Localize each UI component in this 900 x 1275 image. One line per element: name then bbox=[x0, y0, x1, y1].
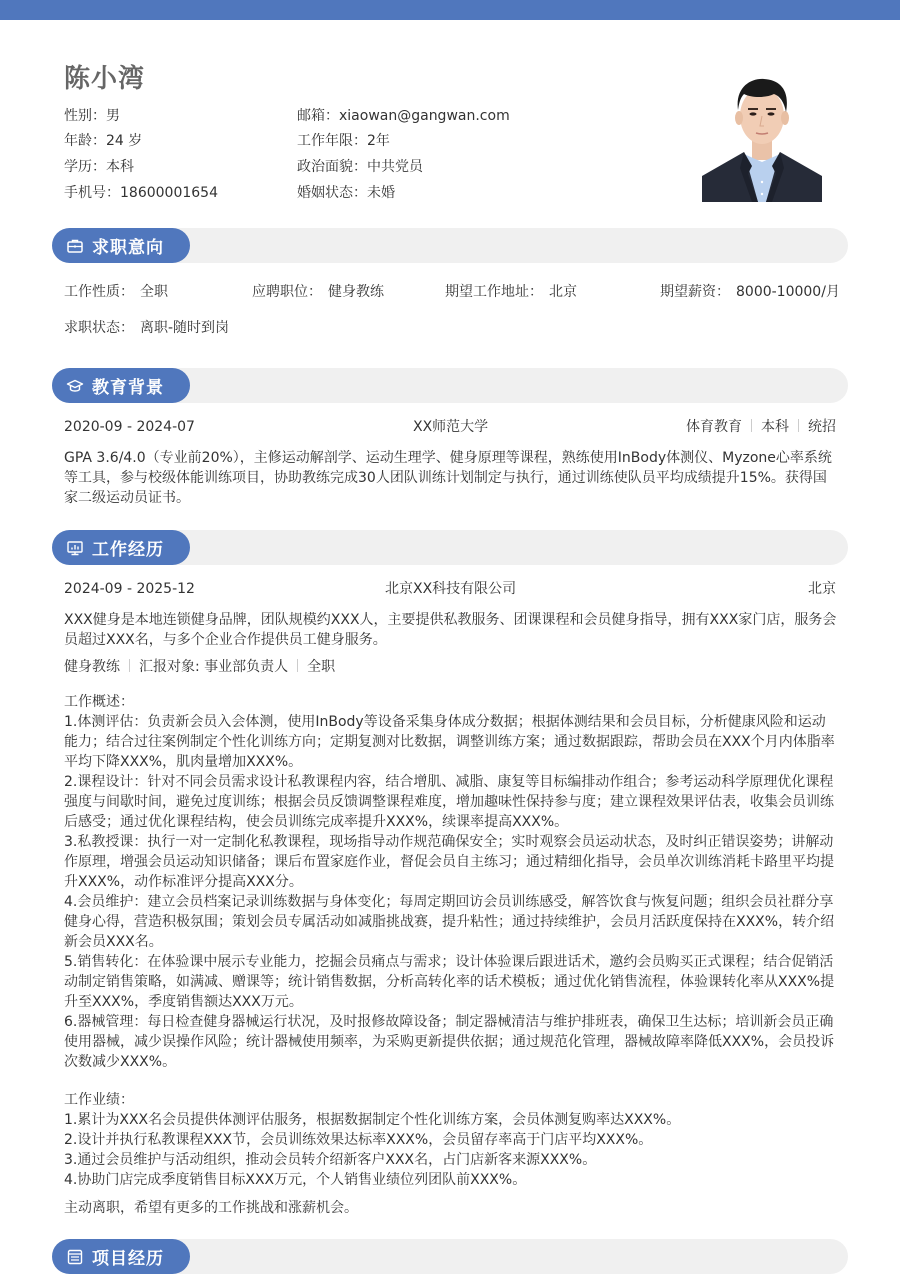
section-header-education bbox=[52, 368, 848, 403]
briefcase-icon bbox=[66, 237, 84, 255]
degree-tag: 本科 bbox=[761, 419, 789, 435]
section-pill bbox=[52, 1239, 190, 1274]
phone-field: 手机号：18600001654 bbox=[64, 185, 218, 201]
graduation-cap-icon bbox=[66, 377, 84, 395]
section-pill bbox=[52, 228, 190, 263]
job-type-field: 工作性质： 全职 bbox=[64, 284, 168, 300]
work-location: 北京 bbox=[808, 581, 836, 597]
email-field: 邮箱：xiaowan@gangwan.com bbox=[297, 108, 510, 124]
school-name: XX师范大学 bbox=[413, 419, 489, 435]
tag-divider bbox=[297, 659, 298, 672]
section-title: 求职意向 bbox=[92, 238, 164, 258]
enrollment-tag: 统招 bbox=[808, 419, 836, 435]
section-title: 项目经历 bbox=[92, 1249, 164, 1269]
tag-divider bbox=[751, 419, 752, 432]
section-title: 教育背景 bbox=[92, 378, 164, 398]
education-level-field: 学历：本科 bbox=[64, 159, 134, 175]
position-field: 应聘职位： 健身教练 bbox=[252, 284, 384, 300]
major-tag: 体育教育 bbox=[686, 419, 742, 435]
education-tags bbox=[686, 418, 836, 436]
overview-title: 工作概述： bbox=[64, 694, 134, 710]
work-overview: 工作概述： 1.体测评估：负责新会员入会体测，使用InBody等设备采集身体成分数据；根据体测结果和会员目标，分析健康风险和运动 能力；结合过往案例制定个性化训练方向；定期复测对比数据，调整训练方案；通过数据跟踪，帮助会员在XXX个月内体脂率 平均下降XXX%，肌肉量增加XXX%。 2.课程设计：针对不同会员需求设计私教课程内容，结合增肌、减脂、康复等目标编排动作组合；参考运动科学原理优化课程 强度与间歇时间，避免过度训练；根据会员反馈调整课程难度，增加趣味性保持参与度；建立课程效果评估表，收集会员训练 后感受；通过优化课程结构，使会员训练完成率提升XXX%，续课率提高XXX%。 3.私教授课：执行一对一定制化私教课程，现场指导动作规范确保安全；实时观察会员运动状态，及时纠正错误姿势；讲解动 作原理，增强会员运动知识储备；课后布置家庭作业，督促会员自主练习；通过精细化指导，会员单次训练消耗卡路里平均提 升XXX%，动作标准评分提高XXX分。 4.会员维护：建立会员档案记录训练数据与身体变化；每周定期回访会员训练感受，解答饮食与恢复问题；组织会员社群分享 健身心得，营造积极氛围；策划会员专属活动如减脂挑战赛，提升粘性；通过持续维护，会员月活跃度保持在XXX%，转介绍 新会员XXX名。 5.销售转化：在体验课中展示专业能力，挖掘会员痛点与需求；设计体验课后跟进话术，邀约会员购买正式课程；结合促销活 动制定销售策略，如满减、赠课等；统计销售数据，分析高转化率的话术模板；通过优化销售流程，体验课转化率从XXX%提 升至XXX%，季度销售额达XXX万元。 6.器械管理：每日检查健身器械运行状况，及时报修故障设备；制定器械清洁与维护排班表，确保卫生达标；培训新会员正确 使用器械，减少误操作风险；统计器械使用频率，为采购更新提供依据；通过规范化管理，器械故障率降低XXX%，会员投诉 次数减少XXX%。 bbox=[64, 692, 838, 1072]
report-to-tag: 汇报对象: 事业部负责人 bbox=[139, 659, 289, 675]
education-period: 2020-09 - 2024-07 bbox=[64, 419, 195, 435]
company-name: 北京XX科技有限公司 bbox=[385, 581, 517, 597]
section-header-projects bbox=[52, 1239, 848, 1274]
section-title: 工作经历 bbox=[92, 540, 164, 560]
section-pill bbox=[52, 368, 190, 403]
section-header-work bbox=[52, 530, 848, 565]
tag-divider bbox=[129, 659, 130, 672]
work-tags bbox=[64, 658, 335, 676]
leave-reason: 主动离职，希望有更多的工作挑战和涨薪机会。 bbox=[64, 1200, 358, 1216]
gender-field: 性别：男 bbox=[64, 108, 120, 124]
top-accent-bar bbox=[0, 0, 900, 20]
expected-salary-field: 期望薪资： 8000-10000/月 bbox=[660, 284, 840, 300]
political-status-field: 政治面貌：中共党员 bbox=[297, 159, 423, 175]
tag-divider bbox=[798, 419, 799, 432]
achievements-title: 工作业绩： bbox=[64, 1092, 134, 1108]
work-years-field: 工作年限：2年 bbox=[297, 133, 390, 149]
role-tag: 健身教练 bbox=[64, 659, 120, 675]
company-intro: XXX健身是本地连锁健身品牌，团队规模约XXX人，主要提供私教服务、团课课程和会员健身指导，拥有XXX家门店，服务会 员超过XXX名，与多个企业合作提供员工健身服务。 bbox=[64, 612, 837, 648]
profile-photo bbox=[702, 70, 822, 202]
section-pill bbox=[52, 530, 190, 565]
employment-type-tag: 全职 bbox=[307, 659, 336, 675]
education-description: GPA 3.6/4.0（专业前20%），主修运动解剖学、运动生理学、健身原理等课程，熟练使用InBody体测仪、Myzone心率系统 等工具，参与校级体能训练项目，协助教练完成30人团队训练计划制定与执行，通过训练使队员平均成绩提升15%。获得国 家二级运动员证书。 bbox=[64, 450, 832, 506]
work-period: 2024-09 - 2025-12 bbox=[64, 581, 195, 597]
work-achievements: 工作业绩： 1.累计为XXX名会员提供体测评估服务，根据数据制定个性化训练方案，会员体测复购率达XXX%。 2.设计并执行私教课程XXX节，会员训练效果达标率XXX%，会员留存率高于门店平均XXX%。 3.通过会员维护与活动组织，推动会员转介绍新客户XXX名，占门店新客来源XXX%。 4.协助门店完成季度销售目标XXX万元，个人销售业绩位列团队前XXX%。 bbox=[64, 1090, 838, 1190]
person-portrait-icon bbox=[702, 70, 822, 202]
section-header-job-intent bbox=[52, 228, 848, 263]
age-field: 年龄：24 岁 bbox=[64, 133, 143, 149]
marital-status-field: 婚姻状态：未婚 bbox=[297, 185, 395, 201]
job-status-field: 求职状态： 离职-随时到岗 bbox=[64, 320, 230, 336]
expected-location-field: 期望工作地址： 北京 bbox=[445, 284, 577, 300]
list-document-icon bbox=[66, 1248, 84, 1266]
candidate-name: 陈小湾 bbox=[64, 64, 146, 94]
presentation-board-icon bbox=[66, 539, 84, 557]
